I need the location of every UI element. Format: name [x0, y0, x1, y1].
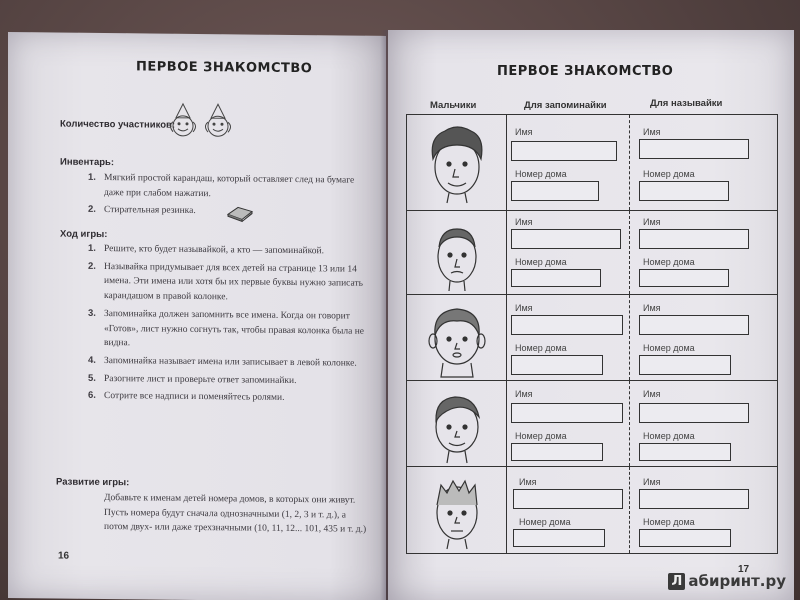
column-header-remember: Для запоминайки: [524, 100, 607, 111]
participants-illustration: [168, 100, 238, 143]
column-header-name: Для называйки: [650, 98, 723, 109]
house-field-name[interactable]: [639, 355, 731, 375]
watermark-text: абиринт.ру: [688, 572, 786, 590]
house-field-name[interactable]: [639, 269, 729, 287]
left-page: [8, 32, 386, 600]
table-row: [407, 115, 777, 211]
name-field-remember[interactable]: [511, 141, 617, 161]
labirint-logo-icon: Л: [668, 573, 685, 590]
house-field-name[interactable]: [639, 443, 731, 461]
faces-table: [406, 114, 778, 554]
right-page-title: ПЕРВОЕ ЗНАКОМСТВО: [497, 64, 674, 79]
list-item: 1. Мягкий простой карандаш, который оставляет след на бумаге даже при слабом нажатии.: [88, 171, 355, 199]
house-field-remember[interactable]: [511, 269, 601, 287]
list-item: 2. Стирательная резинка.: [88, 204, 196, 217]
name-label: Имя: [643, 127, 661, 137]
name-field-name[interactable]: [639, 315, 749, 335]
house-number-label: Номер дома: [519, 517, 571, 527]
boy-face-short-hair-icon: [417, 215, 497, 293]
list-item: 5. Разогните лист и проверьте ответ запоминайки.: [88, 372, 297, 386]
name-label: Имя: [519, 477, 537, 487]
left-page-title: ПЕРВОЕ ЗНАКОМСТВО: [136, 59, 313, 77]
labirint-watermark: [668, 572, 786, 590]
table-row: [407, 211, 777, 295]
house-field-name[interactable]: [639, 529, 731, 547]
house-number-label: Номер дома: [643, 517, 695, 527]
participants-label: Количество участников:: [60, 118, 176, 131]
inventory-label: Инвентарь:: [60, 156, 115, 169]
right-page-number: 17: [738, 564, 750, 575]
name-label: Имя: [515, 127, 533, 137]
name-field-remember[interactable]: [511, 315, 623, 335]
name-field-remember[interactable]: [513, 489, 623, 509]
house-number-label: Номер дома: [643, 431, 695, 441]
gameplay-steps: [88, 242, 370, 410]
list-item: 4. Запоминайка называет имена или записывает в левой колонке.: [88, 354, 357, 369]
house-number-label: Номер дома: [515, 343, 567, 353]
development-text: Добавьте к именам детей номера домов, в которых они живут. Пусть номера будут сначала однозначными (1, 2, 3 и т. д.), а потом двух- или даже трехзначными (10, 11, 12... 101, 435 и т. д.): [104, 493, 367, 536]
name-label: Имя: [515, 217, 533, 227]
list-item: 2. Называйка придумывает для всех детей на странице 13 или 14 имена. Эти имена или хотя бы их первые буквы нужно записать карандашом в правой колонке.: [88, 260, 363, 303]
house-number-label: Номер дома: [643, 169, 695, 179]
table-row: [407, 467, 777, 553]
boy-face-spiky-icon: [417, 471, 497, 551]
name-field-name[interactable]: [639, 403, 749, 423]
name-field-remember[interactable]: [511, 229, 621, 249]
house-field-remember[interactable]: [511, 443, 603, 461]
list-item: 1. Решите, кто будет называйкой, а кто — запоминайкой.: [88, 242, 324, 257]
house-field-remember[interactable]: [513, 529, 605, 547]
name-field-name[interactable]: [639, 229, 749, 249]
boy-face-curly-icon: [417, 119, 497, 207]
development-label: Развитие игры:: [56, 476, 130, 489]
house-field-remember[interactable]: [511, 355, 603, 375]
table-row: [407, 381, 777, 467]
name-label: Имя: [515, 303, 533, 313]
name-label: Имя: [643, 389, 661, 399]
boy-face-sweater-icon: [417, 299, 497, 379]
column-header-boys: Мальчики: [430, 100, 477, 111]
house-number-label: Номер дома: [515, 431, 567, 441]
name-field-name[interactable]: [639, 139, 749, 159]
name-field-remember[interactable]: [511, 403, 623, 423]
list-item: 6. Сотрите все надписи и поменяйтесь ролями.: [88, 390, 285, 404]
boy-face-side-part-icon: [417, 385, 497, 465]
house-number-label: Номер дома: [643, 257, 695, 267]
name-label: Имя: [643, 217, 661, 227]
house-number-label: Номер дома: [643, 343, 695, 353]
house-field-name[interactable]: [639, 181, 729, 201]
list-item: 3. Запоминайка должен запомнить все имена. Когда он говорит «Готов», лист нужно согнуть так, чтобы правая колонка была не видна.: [88, 307, 365, 349]
house-number-label: Номер дома: [515, 169, 567, 179]
house-field-remember[interactable]: [511, 181, 599, 201]
gameplay-label: Ход игры:: [60, 228, 108, 241]
name-label: Имя: [515, 389, 533, 399]
name-field-name[interactable]: [639, 489, 749, 509]
name-label: Имя: [643, 303, 661, 313]
eraser-illustration: [226, 204, 254, 222]
house-number-label: Номер дома: [515, 257, 567, 267]
table-row: [407, 295, 777, 381]
name-label: Имя: [643, 477, 661, 487]
left-page-number: 16: [58, 550, 70, 562]
